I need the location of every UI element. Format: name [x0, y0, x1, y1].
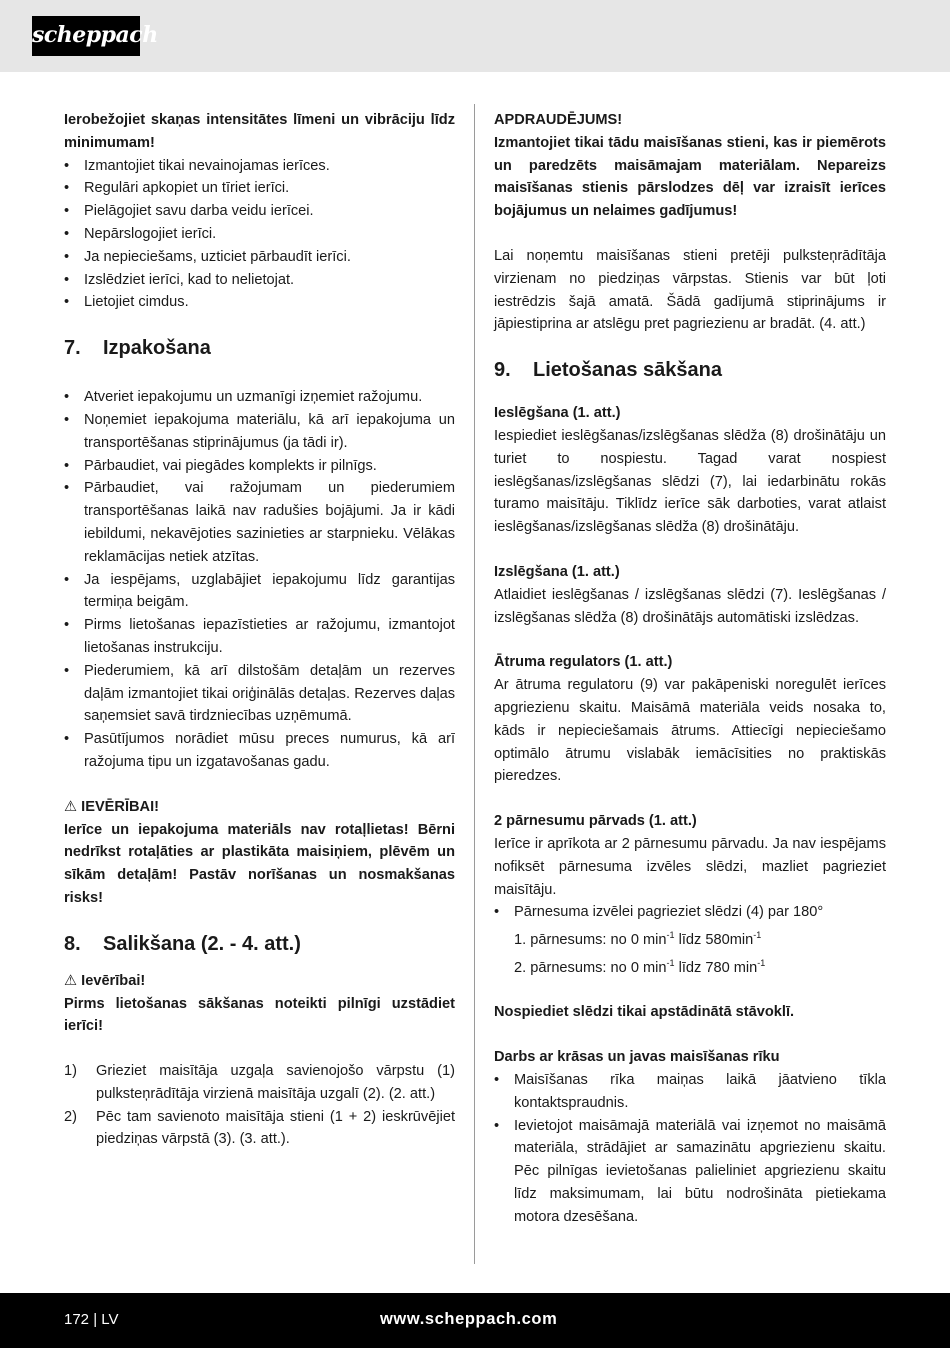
warning-icon: ⚠ [64, 972, 78, 989]
column-divider [474, 104, 475, 1264]
warning-title: IEVĒRĪBAI! [81, 798, 159, 815]
list-item: • Maisīšanas rīka maiņas laikā jāatvieno tīkla kontaktspraudnis. [494, 1069, 886, 1115]
caution-text: Pirms lietošanas sākšanas noteikti pilnīgi uzstādiet ierīci! [64, 995, 455, 1035]
list-item: • Pielāgojiet savu darba veidu ierīcei. [64, 200, 455, 223]
gear-1-range: līdz 580min [674, 931, 754, 948]
page-number: 172 | LV [64, 1311, 119, 1328]
gear-1-text: 1. pārnesums: no 0 min [514, 931, 667, 948]
switch-on-title: Ieslēgšana (1. att.) [494, 405, 621, 422]
speed-regulator-text: Ar ātruma regulatoru (9) var pakāpeniski noregulēt ierīces apgriezienu skaitu. Maisāmā materiāla veids nosaka to, kāds ir nepieciešamais ātrums. Attiecīgi nepieciešamo optimālo ātrumu vislabāk iemācīsities no praktiskās pieredzes. [494, 677, 886, 785]
website-url: www.scheppach.com [380, 1310, 558, 1328]
removal-text: Lai noņemtu maisīšanas stieni pretēji pulksteņrādītāja virzienam no piedziņas vārpstas. Stienis var būt ļoti iestrēdzis šajā amatā. Šādā gadījumā stiprinājums ir jāpiestiprina ar atslēgu pret pagriezienu ar bradāt. (4. att.) [494, 247, 886, 333]
step-number: 1) [64, 1063, 77, 1080]
warning-heading [64, 796, 455, 819]
list-item: • Regulāri apkopiet un tīriet ierīci. [64, 177, 455, 200]
step-number: 2) [64, 1108, 77, 1125]
paint-mixing-title: Darbs ar krāsas un javas maisīšanas rīku [494, 1049, 780, 1066]
list-item: • Ievietojot maisāmajā materiālā vai izņemot no maisāmā materiāla, strādājiet ar samazinātu apgriezienu skaitu. Pēc pilnīgas ievietošanas palieliniet apgriezienu skaitu līdz maksimumam, lai būtu nodrošināta pietiekama motora dzesēšana. [494, 1115, 886, 1229]
step-text: Pēc tam savienoto maisītāja stieni (1 + 2) ieskrūvējiet piedziņas vārpstā (3). (3. att.). [96, 1108, 455, 1148]
superscript: -1 [666, 930, 675, 941]
superscript: -1 [753, 930, 762, 941]
gear-1-line [494, 924, 886, 952]
list-item: • Pirms lietošanas iepazīstieties ar ražojumu, izmantojot lietošanas instrukciju. [64, 614, 455, 660]
warning-text: Ierīce un iepakojuma materiāls nav rotaļlietas! Bērni nedrīkst rotaļāties ar plastikāta maisiņiem, plēvēm un sīkām detaļām! Pastāv norīšanas un nosmakšanas risks! [64, 821, 455, 906]
caution-title: Ievērībai! [81, 972, 146, 989]
list-item: • Piederumiem, kā arī dilstošām detaļām un rezerves daļām izmantojiet tikai oriģinālās detaļas. Rezerves daļas saņemsiet savā tirdzniecības uzņēmumā. [64, 660, 455, 728]
section-8-heading [64, 932, 455, 956]
section-title: Salikšana (2. - 4. att.) [103, 932, 301, 955]
gear-2-text: 2. pārnesums: no 0 min [514, 959, 667, 976]
list-item: • Noņemiet iepakojuma materiālu, kā arī iepakojuma un transportēšanas stiprinājumus (ja tādi ir). [64, 409, 455, 455]
step-text: Grieziet maisītāja uzgaļa savienojošo vārpstu (1) pulksteņrādītāja virzienā maisītāja uzgalī (2). (2. att.) [96, 1063, 455, 1102]
section-number: 8. [64, 932, 81, 955]
list-item: • Izmantojiet tikai nevainojamas ierīces. [64, 155, 455, 178]
warning-icon: ⚠ [64, 798, 78, 815]
list-item: • Pārbaudiet, vai ražojumam un piederumiem transportēšanas laikā nav radušies bojājumi. Ja ir kādi iebildumi, nekavējoties sazinieties ar starpnieku. Vēlākas reklamācijas netiek atzītas. [64, 477, 455, 568]
list-item: • Pārnesuma izvēlei pagrieziet slēdzi (4) par 180° [494, 901, 886, 924]
danger-text: Izmantojiet tikai tādu maisīšanas stieni, kas ir piemērots un paredzēts maisāmajam materiālam. Nepareizs maisīšanas stienis pārslodzes dēļ var izraisīt ierīces bojājumus un nelaimes gadījumus! [494, 134, 886, 220]
section-title: Izpakošana [103, 337, 211, 360]
footer-bar [0, 1293, 950, 1348]
gear-2-line [494, 952, 886, 980]
section-number: 7. [64, 337, 81, 360]
gearbox-title: 2 pārnesumu pārvads (1. att.) [494, 813, 697, 830]
list-item: • Nepārslogojiet ierīci. [64, 223, 455, 246]
switch-off-title: Izslēgšana (1. att.) [494, 563, 620, 580]
list-item: • Ja iespējams, uzglabājiet iepakojumu līdz garantijas termiņa beigām. [64, 569, 455, 615]
list-item [64, 1060, 455, 1106]
unpacking-bullet-list [64, 386, 455, 774]
list-item: • Izslēdziet ierīci, kad to nelietojat. [64, 269, 455, 292]
section-9-heading [494, 358, 886, 382]
switch-off-text: Atlaidiet ieslēgšanas / izslēgšanas slēdzi (7). Ieslēgšanas / izslēgšanas slēdža (8) drošinātājs automātiski izslēdzas. [494, 586, 886, 626]
intro-bold-text: Ierobežojiet skaņas intensitātes līmeni un vibrāciju līdz minimumam! [64, 112, 455, 151]
list-item: • Pārbaudiet, vai piegādes komplekts ir pilnīgs. [64, 455, 455, 478]
gearbox-text: Ierīce ir aprīkota ar 2 pārnesumu pārvadu. Ja nav iespējams nofiksēt pārnesuma izvēles slēdzi, mazliet pagrieziet maisītāju. [494, 835, 886, 898]
superscript: -1 [666, 957, 675, 968]
section-number: 9. [494, 359, 511, 382]
header-bar [0, 0, 950, 72]
danger-title: APDRAUDĒJUMS! [494, 112, 623, 128]
assembly-steps [64, 1060, 455, 1151]
speed-regulator-title: Ātruma regulators (1. att.) [494, 654, 673, 671]
paint-mixing-bullet-list [494, 1069, 886, 1229]
intro-bullet-list [64, 155, 455, 315]
list-item: • Ja nepieciešams, uzticiet pārbaudīt ierīci. [64, 246, 455, 269]
superscript: -1 [757, 957, 766, 968]
list-item: • Pasūtījumos norādiet mūsu preces numurus, kā arī ražojuma tipu un izgatavošanas gadu. [64, 728, 455, 774]
scheppach-logo: scheppach [32, 16, 140, 56]
list-item: • Atveriet iepakojumu un uzmanīgi izņemiet ražojumu. [64, 386, 455, 409]
gearbox-bullet-list [494, 901, 886, 924]
section-7-heading [64, 336, 455, 360]
section-title: Lietošanas sākšana [533, 359, 722, 382]
switch-on-text: Iespiediet ieslēgšanas/izslēgšanas slēdža (8) drošinātāju un turiet to nospiestu. Tagad varat nospiest ieslēgšanas/izslēgšanas slēdzi (7), lai iedarbinātu rokās turamo maisītāju. Tiklīdz ierīce sāk darboties, varat atlaist ieslēgšanas/izslēgšanas slēdža (8) drošinātāju. [494, 427, 886, 536]
list-item [64, 1106, 455, 1152]
gear-2-range: līdz 780 min [674, 959, 758, 976]
stop-note: Nospiediet slēdzi tikai apstādinātā stāvoklī. [494, 1004, 795, 1021]
list-item: • Lietojiet cimdus. [64, 291, 455, 314]
right-column [494, 109, 886, 1229]
left-column [64, 109, 455, 1151]
caution-heading [64, 970, 455, 993]
